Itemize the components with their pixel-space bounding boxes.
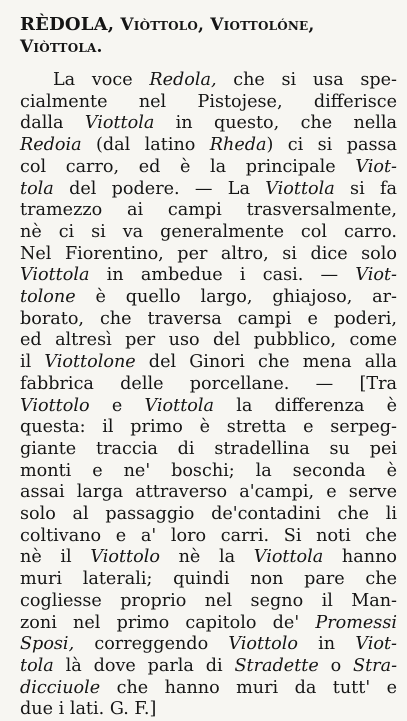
text-segment: borato, che traversa campi e poderi, (20, 308, 397, 329)
text-segment: tramezzo ai campi trasversalmente, (20, 200, 397, 221)
text-segment: che hanno muri da tutt' e (100, 677, 397, 698)
italic-term: tolone (20, 287, 76, 308)
italic-term: Viottolo (20, 395, 90, 416)
text-line (20, 439, 397, 461)
text-segment: si fa (334, 178, 397, 199)
text-segment: (dal latino (81, 135, 210, 156)
italic-term: Redola, (149, 70, 217, 90)
text-line (20, 374, 397, 396)
text-segment: il (20, 352, 45, 373)
italic-term: Viottolo (228, 634, 298, 655)
text-line (20, 634, 397, 656)
text-segment: hanno (323, 547, 398, 568)
text-segment: correggendo (74, 634, 229, 655)
text-segment: Nel Fiorentino, per altro, si dice solo (20, 243, 397, 264)
text-segment: due i lati. G. F.] (20, 699, 157, 720)
entry-body (20, 70, 397, 721)
text-segment: assai larga attraverso a'campi, e serve (20, 482, 397, 503)
text-segment: cogliesse proprio nel segno il Man- (20, 590, 397, 611)
text-segment: e (89, 395, 145, 416)
italic-term: Stradette (234, 655, 319, 676)
text-line (20, 157, 397, 179)
text-segment: zoni nel primo capitolo de' (20, 612, 316, 633)
italic-term: Sposi, (20, 634, 75, 655)
text-segment: che si usa spe- (216, 70, 398, 90)
italic-term: Redoia (20, 135, 82, 156)
text-segment: ed altresì per uso del pubblico, come (20, 330, 397, 351)
italic-term: Viottolone (44, 352, 136, 373)
italic-term: tola (20, 178, 54, 199)
text-segment: nè la (159, 547, 254, 568)
text-line (20, 526, 397, 548)
text-segment: col carro, ed è la principale (20, 156, 356, 177)
text-line (20, 135, 397, 157)
text-line (20, 265, 397, 287)
italic-term: Viot- (355, 265, 397, 286)
text-line (20, 504, 397, 526)
italic-term: Viottola (265, 178, 335, 199)
text-line (20, 417, 397, 439)
italic-term: Viottola (253, 547, 324, 568)
text-segment: solo al passaggio de'contadini che li (20, 504, 397, 525)
italic-term: Viottolo (90, 547, 160, 568)
text-line (20, 678, 397, 700)
text-segment: monti e ne' boschi; la seconda è (20, 460, 397, 481)
text-line (20, 330, 397, 352)
text-line (20, 613, 397, 635)
text-segment: in (297, 634, 356, 655)
italic-term: Rheda (209, 135, 267, 156)
entry-heading (20, 14, 397, 58)
entry-variants: Viòttolo, Viottolóne, Viòttola. (20, 15, 315, 57)
text-line (20, 352, 397, 374)
italic-term: dicciuole (20, 677, 101, 698)
text-segment: questa: il primo è stretta e serpeg- (20, 417, 397, 438)
text-line (20, 461, 397, 483)
italic-term: tola (20, 655, 54, 676)
text-segment: La voce (53, 70, 150, 90)
text-segment: cialmente nel Pistojese, differisce (20, 91, 397, 112)
text-line (20, 92, 397, 114)
text-line (20, 656, 397, 678)
text-line (20, 699, 397, 721)
text-segment: ) ci si passa (266, 135, 397, 156)
text-line (20, 482, 397, 504)
text-segment: nè ci si va generalmente col carro. (20, 221, 397, 242)
text-line (20, 113, 397, 135)
text-segment: là dove parla di (53, 655, 235, 676)
text-segment: è quello largo, ghiajoso, ar- (75, 287, 397, 308)
italic-term: Viottola (144, 395, 214, 416)
italic-term: Viottola (20, 265, 90, 286)
italic-term: Viot- (355, 634, 397, 655)
text-line (20, 287, 397, 309)
text-segment: dalla (20, 113, 85, 134)
text-line (20, 200, 397, 222)
text-line (20, 222, 397, 244)
italic-term: Viot- (355, 156, 397, 177)
text-segment: giante traccia di stradellina su pei (20, 438, 397, 459)
text-line (20, 591, 397, 613)
text-segment: muri laterali; quindi non pare che (20, 569, 397, 590)
text-line (20, 547, 397, 569)
text-segment: in questo, che nella (154, 113, 398, 134)
text-line (20, 70, 397, 92)
italic-term: Promessi (315, 612, 397, 633)
text-segment: fabbrica delle porcellane. — [Tra (20, 373, 397, 394)
text-segment: in ambedue i casi. — (89, 265, 356, 286)
entry-headword: RÈDOLA, (20, 14, 115, 35)
text-segment: coltivano e a' loro carri. Si noti che (20, 525, 397, 546)
text-segment: nè il (20, 547, 91, 568)
italic-term: Viottola (84, 113, 155, 134)
text-segment: del podere. — La (53, 178, 266, 199)
text-segment: del Ginori che mena alla (135, 352, 397, 373)
text-line (20, 309, 397, 331)
text-line (20, 244, 397, 266)
italic-term: Stra- (353, 655, 398, 676)
text-line (20, 569, 397, 591)
text-line (20, 396, 397, 418)
text-segment: o (318, 655, 354, 676)
text-segment: la differenza è (213, 395, 397, 416)
text-line (20, 179, 397, 201)
